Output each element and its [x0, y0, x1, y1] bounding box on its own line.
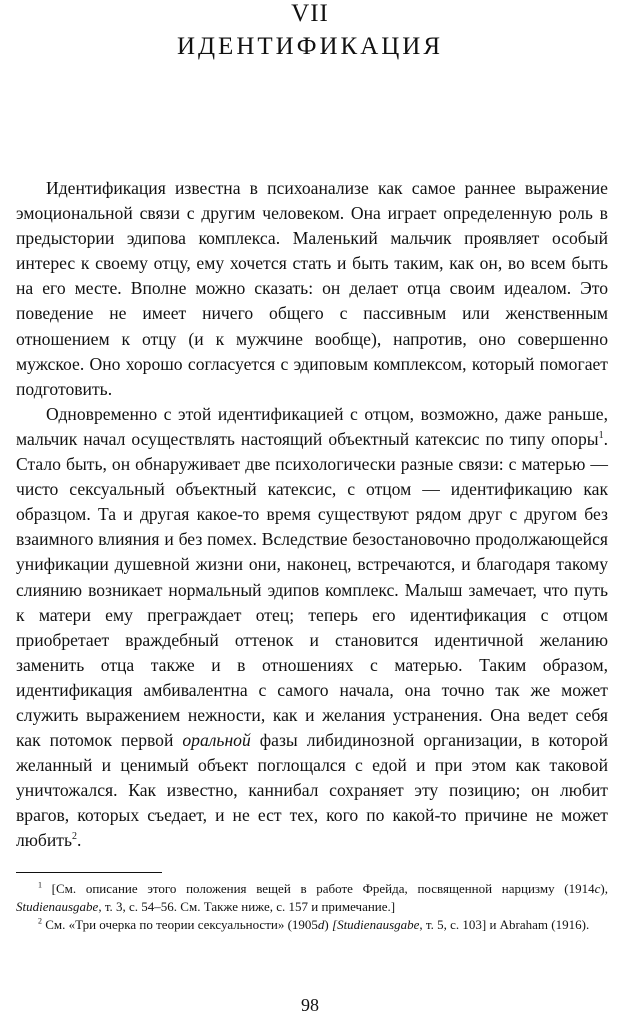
chapter-number: VII — [291, 0, 329, 27]
footnote-1-part-3: , т. 3, с. 54–56. См. Также ниже, с. 157 и примечание.] — [98, 899, 396, 914]
paragraph-2 — [16, 402, 608, 854]
emphasis-oral: оральной — [182, 730, 251, 751]
footnote-ref-1: 1 — [598, 430, 604, 442]
footnote-2 — [16, 916, 608, 934]
chapter-title: ИДЕНТИФИКАЦИЯ — [176, 33, 444, 60]
paragraph-2-part-3: фазы либидинозной организации, в которой желанный и ценимый объект поглощался с едой и при этом как таковой уничтожался. Как известно, каннибал сохраняет эту позицию; он любит врагов, которых съедает, и не ест тех, кого по какой-то причине не может любить — [16, 730, 608, 851]
footnote-2-part-2: ) — [324, 917, 333, 932]
footnote-1 — [16, 880, 608, 916]
paragraph-2-part-4: . — [77, 830, 82, 851]
footnotes — [16, 880, 608, 934]
footnote-marker-2: 2 — [38, 916, 42, 926]
footnote-divider — [16, 872, 162, 873]
body-text — [16, 176, 608, 854]
footnote-2-part-1: См. «Три очерка по теории сексуальности» (1905 — [42, 917, 318, 932]
footnote-1-italic-1: c — [594, 881, 601, 896]
footnote-2-part-3: , т. 5, с. 103] и Abraham (1916). — [419, 917, 590, 932]
footnote-2-italic-2: [Studienausgabe — [332, 917, 420, 932]
footnote-2-italic-1: d — [317, 917, 325, 932]
page-number: 98 — [301, 995, 319, 1015]
paragraph-2-part-2: . Стало быть, он обнаруживает две психологически разные связи: с матерью — чисто сексуальный объектный катексис, с отцом — идентификацию как образцом. Та и другая какое-то время существуют рядом друг с другом без взаимного влияния и без помех. Вследствие безостановочно продолжающейся унификации душевной жизни они, наконец, встречаются, и благодаря такому слиянию возникает нормальный эдипов комплекс. Малыш замечает, что путь к матери ему преграждает отец; теперь его идентификация с отцом приобретает враждебный оттенок и становится идентичной желанию заменить отца также и в отношениях с матерью. Таким образом, идентификация амбивалентна с самого начала, она точно так же может служить выражением нежности, как и желания устранения. Она ведет себя как потомок первой — [16, 428, 608, 751]
footnote-marker-1: 1 — [38, 880, 42, 890]
footnote-1-italic-2: Studienausgabe — [16, 899, 99, 914]
paragraph-1: Идентификация известна в психоанализе как самое раннее выражение эмоциональной связи с другим человеком. Она играет определенную роль в предыстории эдипова комплекса. Маленький мальчик проявляет особый интерес к своему отцу, ему хочется стать и быть таким, как он, во всем быть на его месте. Вполне можно сказать: он делает отца своим идеалом. Это поведение не имеет ничего общего с пассивным или женственным отношением к отцу (и к мужчине вообще), напротив, оно совершенно мужское. Оно хорошо согласуется с эдиповым комплексом, который помогает подготовить. — [16, 178, 608, 399]
footnote-ref-2: 2 — [72, 831, 78, 843]
footnote-1-part-1: [См. описание этого положения вещей в работе Фрейда, посвященной нарцизму (1914 — [42, 881, 595, 896]
footnote-1-part-2: ), — [600, 881, 608, 896]
paragraph-2-part-1: Одновременно с этой идентификацией с отцом, возможно, даже раньше, мальчик начал осуществлять настоящий объектный катексис по типу опоры — [16, 403, 608, 449]
